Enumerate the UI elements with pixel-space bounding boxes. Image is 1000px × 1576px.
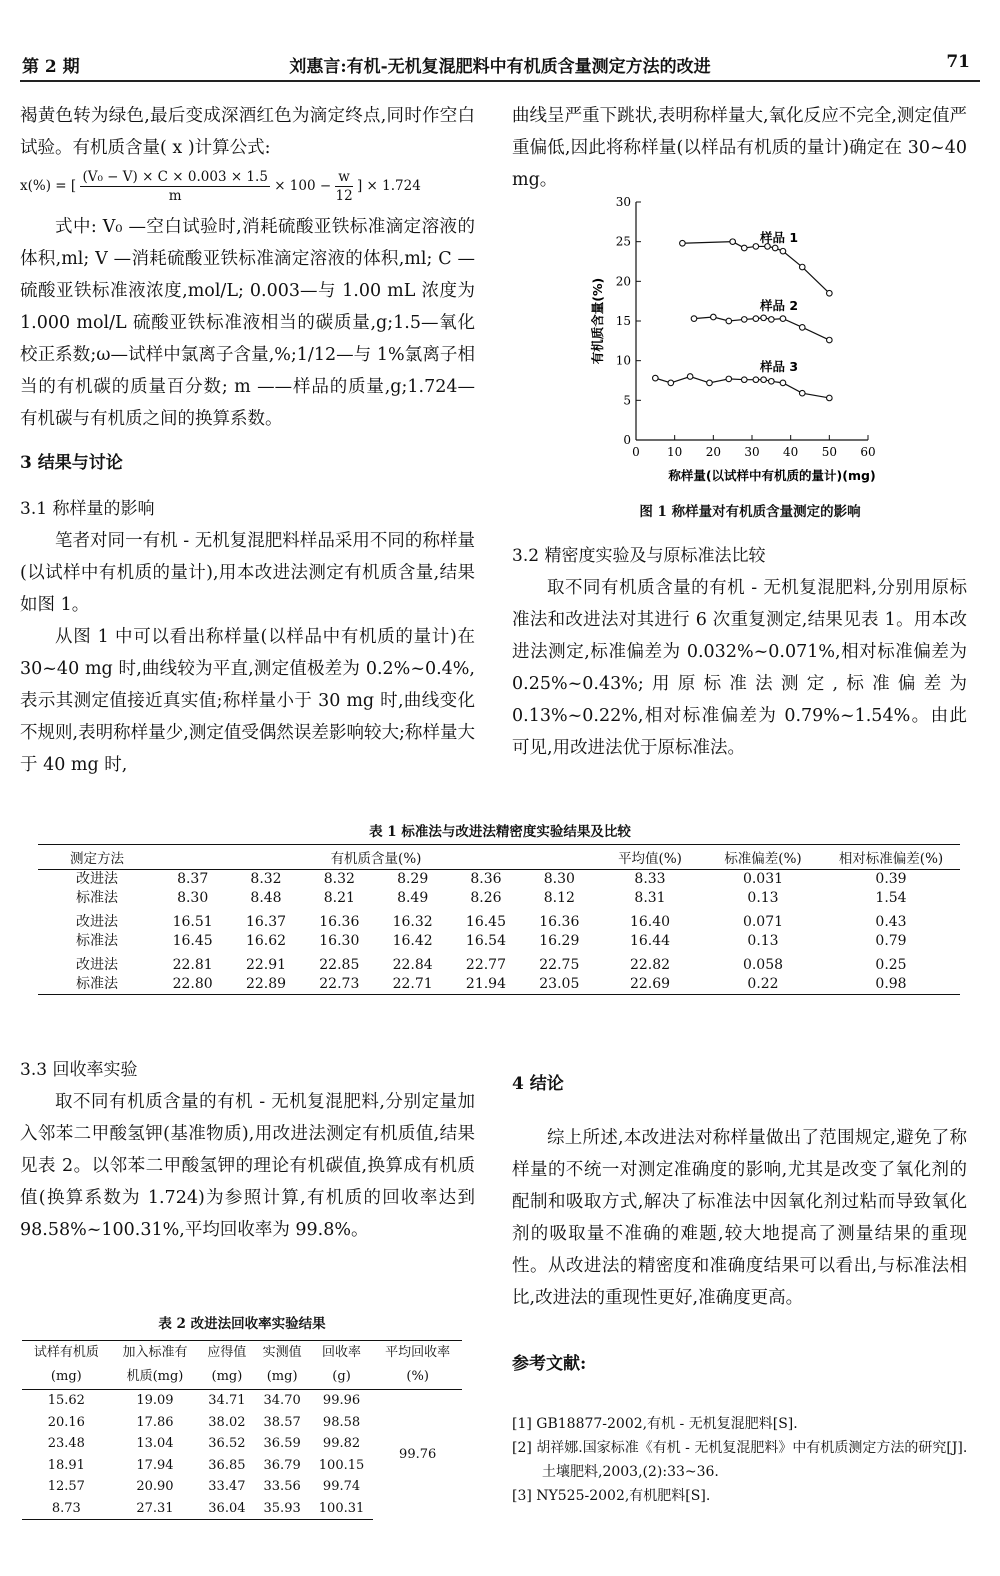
data-point: [780, 380, 786, 386]
table-cell: 16.62: [245, 933, 287, 949]
table-cell: 98.58: [322, 1414, 361, 1430]
reference-item: [3] NY525-2002,有机肥料[S].: [512, 1488, 711, 1504]
table-cell: 36.52: [208, 1436, 246, 1451]
table-cell: 35.93: [255, 1498, 310, 1520]
table-1-caption: 表 1 标准法与改进法精密度实验结果及比较: [369, 824, 631, 840]
right-column-bottom: [512, 1068, 967, 1380]
table-header-cell: 加入标准有: [111, 1341, 200, 1366]
table-cell: 17.86: [136, 1414, 174, 1430]
table-header-cell: 平均回收率: [373, 1341, 462, 1366]
y-tick-label: 15: [615, 314, 631, 328]
table-row: [22, 1390, 462, 1412]
data-point: [827, 290, 833, 296]
table-cell: 33.56: [263, 1479, 301, 1494]
section-heading: 3 结果与讨论: [20, 453, 123, 473]
table-cell: 22.89: [229, 975, 302, 995]
table-header-cell: 应得值: [199, 1341, 254, 1366]
data-point: [769, 317, 775, 323]
table-cell: 12.57: [47, 1479, 85, 1494]
table-header-cell: 平均值(%): [596, 845, 704, 870]
table-cell: 16.36: [319, 914, 360, 930]
x-tick-label: 50: [821, 445, 837, 459]
formula-part: × 100 −: [274, 178, 332, 194]
reference-list: [512, 1412, 972, 1508]
data-point: [741, 317, 747, 323]
data-point: [668, 380, 674, 386]
paragraph: 取不同有机质含量的有机 - 无机复混肥料,分别定量加入邻苯二甲酸氢钾(基准物质),用改进法测定有机质值,结果见表 2。以邻苯二甲酸氢钾的理论有机碳值,换算成有机质值(换算系数为 1.724)为参照计算,有机质的回收率达到 98.58%~100.31%,平均回收率为 99.8%。: [20, 1092, 475, 1240]
issue-label: 第 2 期: [22, 57, 80, 77]
right-column-top: [512, 100, 967, 196]
data-point: [769, 378, 775, 384]
table-cell: 22.81: [172, 957, 213, 973]
data-point: [772, 245, 778, 251]
formula-denominator: m: [168, 188, 182, 204]
table-cell: 改进法: [76, 957, 118, 973]
data-point: [653, 375, 659, 381]
data-point: [691, 316, 697, 322]
table-cell: 99.74: [322, 1479, 361, 1494]
table-cell: 22.91: [245, 957, 287, 973]
subsection-heading: 3.1 称样量的影响: [20, 499, 155, 519]
figure-caption: 图 1 称样量对有机质含量测定的影响: [639, 504, 861, 520]
table-cell: 8.30: [177, 890, 209, 906]
table-2: [22, 1340, 462, 1520]
table-cell: 36.85: [208, 1457, 246, 1473]
formula-part: x(%) = [: [20, 178, 77, 194]
right-column-middle: [512, 540, 967, 764]
table-header-row: [38, 845, 960, 870]
table-cell: 0.25: [875, 957, 907, 973]
table-cell: 22.85: [319, 957, 360, 973]
figure-1-chart: [580, 194, 900, 494]
table-row: [38, 951, 960, 975]
table-cell: 标准法: [76, 890, 118, 906]
table-cell: 20.16: [47, 1414, 85, 1430]
table-cell: 16.30: [319, 933, 360, 949]
x-tick-label: 60: [860, 445, 876, 459]
reference-item: [2] 胡祥娜.国家标准《有机 - 无机复混肥料》中有机质测定方法的研究[J].土壤肥料,2003,(2):33~36.: [512, 1440, 968, 1480]
data-point: [726, 376, 732, 382]
table-header-cell: 实测值: [255, 1341, 310, 1366]
table-cell: 8.21: [323, 890, 355, 906]
table-row: [38, 889, 960, 908]
left-column-bottom: [20, 1054, 475, 1246]
table-header-row: [22, 1341, 462, 1366]
table-header-cell: 相对标准偏差(%): [822, 845, 960, 870]
table-header-cell: 机质(mg): [111, 1365, 200, 1390]
data-point: [799, 264, 805, 270]
table-cell: 16.45: [172, 933, 213, 949]
table-cell: 1.54: [875, 890, 907, 906]
series-label: 样品 1: [760, 229, 799, 245]
table-header-cell: 有机质含量(%): [156, 845, 596, 870]
data-point: [680, 240, 686, 246]
table-cell: 22.69: [596, 975, 704, 995]
table-cell: 0.031: [742, 871, 784, 887]
table-header-cell: (mg): [255, 1365, 310, 1390]
paragraph: 曲线呈严重下跳状,表明称样量大,氧化反应不完全,测定值严重偏低,因此将称样量(以样品有机质的量计)确定在 30~40 mg。: [512, 106, 967, 190]
data-point: [827, 395, 833, 401]
table-cell: 22.84: [392, 957, 433, 973]
table-row: [38, 908, 960, 932]
table-row: [38, 975, 960, 995]
subsection-heading: 3.2 精密度实验及与原标准法比较: [512, 546, 766, 566]
table-cell: 23.48: [47, 1436, 85, 1451]
table-cell: 0.058: [742, 957, 784, 973]
table-1: [38, 844, 960, 995]
series-label: 样品 3: [760, 358, 799, 374]
series-label: 样品 2: [760, 297, 799, 313]
x-tick-label: 0: [632, 445, 640, 459]
table-cell: 16.51: [172, 914, 213, 930]
table-header-cell: 测定方法: [38, 845, 156, 870]
data-point: [730, 239, 736, 245]
table-cell: 19.09: [136, 1393, 174, 1408]
table-cell: 0.98: [822, 975, 960, 995]
table-cell: 27.31: [111, 1498, 200, 1520]
table-cell: 22.75: [539, 957, 580, 973]
y-tick-label: 25: [615, 234, 631, 249]
table-cell: 0.43: [875, 914, 907, 930]
table-header-cell: (%): [373, 1365, 462, 1390]
table-cell: 36.59: [263, 1436, 301, 1451]
y-tick-label: 0: [623, 433, 631, 447]
table-header-row: [22, 1365, 462, 1390]
table-cell: 0.13: [747, 890, 779, 906]
table-cell: 99.82: [322, 1436, 361, 1451]
x-tick-label: 10: [667, 445, 683, 459]
header-rule: [20, 80, 980, 82]
data-point: [753, 316, 759, 322]
table-cell: 0.79: [875, 933, 907, 949]
table-2-caption: 表 2 改进法回收率实验结果: [158, 1316, 326, 1332]
data-point: [799, 390, 805, 396]
table-header-cell: (g): [310, 1365, 374, 1390]
table-cell: 22.77: [465, 957, 507, 973]
table-cell: 16.36: [539, 914, 580, 930]
table-cell: 0.22: [704, 975, 822, 995]
y-tick-label: 30: [615, 195, 631, 209]
table-cell: 22.82: [629, 957, 671, 973]
table-cell: 100.31: [310, 1498, 374, 1520]
page-number: 71: [946, 52, 970, 72]
table-cell: 0.071: [742, 914, 784, 930]
y-tick-label: 20: [615, 274, 631, 289]
paragraph: 式中: V₀ —空白试验时,消耗硫酸亚铁标准滴定溶液的体积,ml; V —消耗硫酸亚铁标准滴定溶液的体积,ml; C —硫酸亚铁标准液浓度,mol/L; 0.003—与 1.00 mL 浓度为 1.000 mol/L 硫酸亚铁标准液相当的碳质量,g;1.5—氧化校正系数;ω—试样中氯离子含量,%;1/12—与 1%氯离子相当的有机碳的质量百分数; m ——样品的质量,g;1.724—有机碳与有机质之间的换算系数。: [20, 217, 475, 429]
table-cell: 8.31: [634, 890, 666, 906]
data-point: [761, 315, 767, 321]
table-cell: 38.57: [263, 1414, 301, 1430]
table-cell: 33.47: [208, 1479, 246, 1494]
table-cell: 8.30: [543, 871, 575, 887]
table-cell: 22.80: [156, 975, 229, 995]
table-cell: 标准法: [38, 975, 156, 995]
y-tick-label: 10: [615, 353, 631, 368]
table-cell: 8.29: [397, 871, 429, 887]
data-point: [753, 377, 759, 383]
table-cell: 8.32: [323, 871, 355, 887]
table-cell: 16.42: [392, 933, 433, 949]
table-cell: 16.40: [629, 914, 671, 930]
table-cell: 36.79: [263, 1457, 301, 1473]
formula-denominator: 12: [335, 188, 353, 204]
left-column-top: [20, 100, 475, 781]
table-cell: 0.13: [747, 933, 779, 949]
table-cell: 16.37: [245, 914, 287, 930]
table-cell: 8.73: [22, 1498, 111, 1520]
data-point: [726, 318, 732, 324]
table-row: [38, 932, 960, 951]
table-header-cell: (mg): [199, 1365, 254, 1390]
table-cell: 13.04: [136, 1436, 174, 1451]
data-point: [741, 377, 747, 383]
formula-numerator: (V₀ − V) × C × 0.003 × 1.5: [82, 169, 268, 185]
table-cell: 34.70: [263, 1393, 301, 1408]
table-cell: 8.26: [470, 890, 502, 906]
average-recovery-cell: 99.76: [399, 1447, 437, 1462]
table-cell: 改进法: [76, 871, 118, 887]
table-cell: 17.94: [136, 1457, 174, 1473]
references-heading: 参考文献:: [512, 1354, 587, 1374]
table-cell: 8.33: [634, 871, 666, 887]
table-cell: 38.02: [208, 1414, 246, 1430]
table-cell: 8.36: [470, 871, 502, 887]
table-cell: 8.49: [397, 890, 429, 906]
x-tick-label: 20: [705, 445, 721, 459]
data-point: [761, 377, 767, 383]
table-cell: 16.44: [629, 933, 671, 949]
table-cell: 16.54: [465, 933, 507, 949]
paragraph: 笔者对同一有机 - 无机复混肥料样品采用不同的称样量(以试样中有机质的量计),用本改进法测定有机质含量,结果如图 1。: [20, 531, 475, 615]
data-point: [707, 380, 713, 386]
formula-numerator: w: [335, 168, 352, 187]
table-cell: 8.37: [177, 871, 209, 887]
y-tick-label: 5: [623, 393, 631, 408]
x-tick-label: 40: [783, 445, 799, 459]
data-point: [799, 325, 805, 331]
table-cell: 16.32: [392, 914, 433, 930]
table-cell: 15.62: [47, 1393, 85, 1408]
formula-fraction: [80, 168, 269, 205]
formula-part: ] × 1.724: [356, 178, 421, 194]
subsection-heading: 3.3 回收率实验: [20, 1060, 138, 1080]
table-cell: 20.90: [136, 1479, 174, 1494]
data-point: [780, 248, 786, 254]
table-cell: 21.94: [449, 975, 522, 995]
x-axis-label: 称样量(以试样中有机质的量计)(mg): [668, 468, 876, 483]
paragraph: 取不同有机质含量的有机 - 无机复混肥料,分别用原标准法和改进法对其进行 6 次重复测定,结果见表 1。用本改进法测定,标准偏差为 0.032%~0.071%,相对标准偏差为 0.25%~0.43%;用原标准法测定,标准偏差为 0.13%~0.22%,相对标准偏差为 0.79%~1.54%。由此可见,用改进法优于原标准法。: [512, 578, 967, 758]
table-cell: 100.15: [318, 1457, 365, 1473]
data-point: [827, 337, 833, 343]
table-cell: 8.48: [250, 890, 282, 906]
table-cell: 8.12: [543, 890, 575, 906]
data-point: [741, 245, 747, 251]
formula: [20, 168, 475, 205]
paragraph: 综上所述,本改进法对称样量做出了范围规定,避免了称样量的不统一对测定准确度的影响,尤其是改变了氧化剂的配制和吸取方式,解决了标准法中因氧化剂过粘而导致氧化剂的吸取量不准确的难题,较大地提高了测量结果的重现性。从改进法的精密度和准确度结果可以看出,与标准法相比,改进法的重现性更好,准确度更高。: [512, 1128, 967, 1308]
table-cell: 22.71: [376, 975, 449, 995]
table-cell: 8.32: [250, 871, 282, 887]
data-point: [711, 314, 717, 320]
table-row: [38, 870, 960, 890]
formula-fraction: [335, 168, 352, 205]
y-axis-label: 有机质含量(%): [590, 277, 605, 365]
table-header-cell: 回收率: [310, 1341, 374, 1366]
paragraph: 从图 1 中可以看出称样量(以样品中有机质的量计)在 30~40 mg 时,曲线较为平直,测定值极差为 0.2%~0.4%,表示其测定值接近真实值;称样量小于 30 mg 时,曲线变化不规则,表明称样量少,测定值受偶然误差影响较大;称样量大于 40 mg 时,: [20, 627, 475, 775]
table-cell: 16.29: [539, 933, 580, 949]
table-cell: 改进法: [76, 914, 118, 930]
table-cell: 99.96: [322, 1393, 361, 1408]
table-cell: 标准法: [76, 933, 118, 949]
running-title: 刘惠言:有机-无机复混肥料中有机质含量测定方法的改进: [289, 57, 711, 77]
paragraph: 褐黄色转为绿色,最后变成深酒红色为滴定终点,同时作空白试验。有机质含量( x )计算公式:: [20, 106, 475, 158]
table-cell: 34.71: [208, 1393, 246, 1408]
section-heading: 4 结论: [512, 1074, 564, 1094]
table-header-cell: 试样有机质: [22, 1341, 111, 1366]
data-point: [753, 244, 759, 250]
table-cell: 0.39: [875, 871, 907, 887]
table-header-cell: 标准偏差(%): [704, 845, 822, 870]
table-cell: 22.73: [303, 975, 376, 995]
table-cell: 23.05: [523, 975, 596, 995]
table-cell: 36.04: [199, 1498, 254, 1520]
data-point: [687, 374, 693, 380]
table-cell: 18.91: [47, 1457, 85, 1473]
table-header-cell: (mg): [22, 1365, 111, 1390]
reference-item: [1] GB18877-2002,有机 - 无机复混肥料[S].: [512, 1416, 798, 1432]
table-cell: 16.45: [465, 914, 507, 930]
data-point: [780, 316, 786, 322]
x-tick-label: 30: [744, 445, 760, 459]
